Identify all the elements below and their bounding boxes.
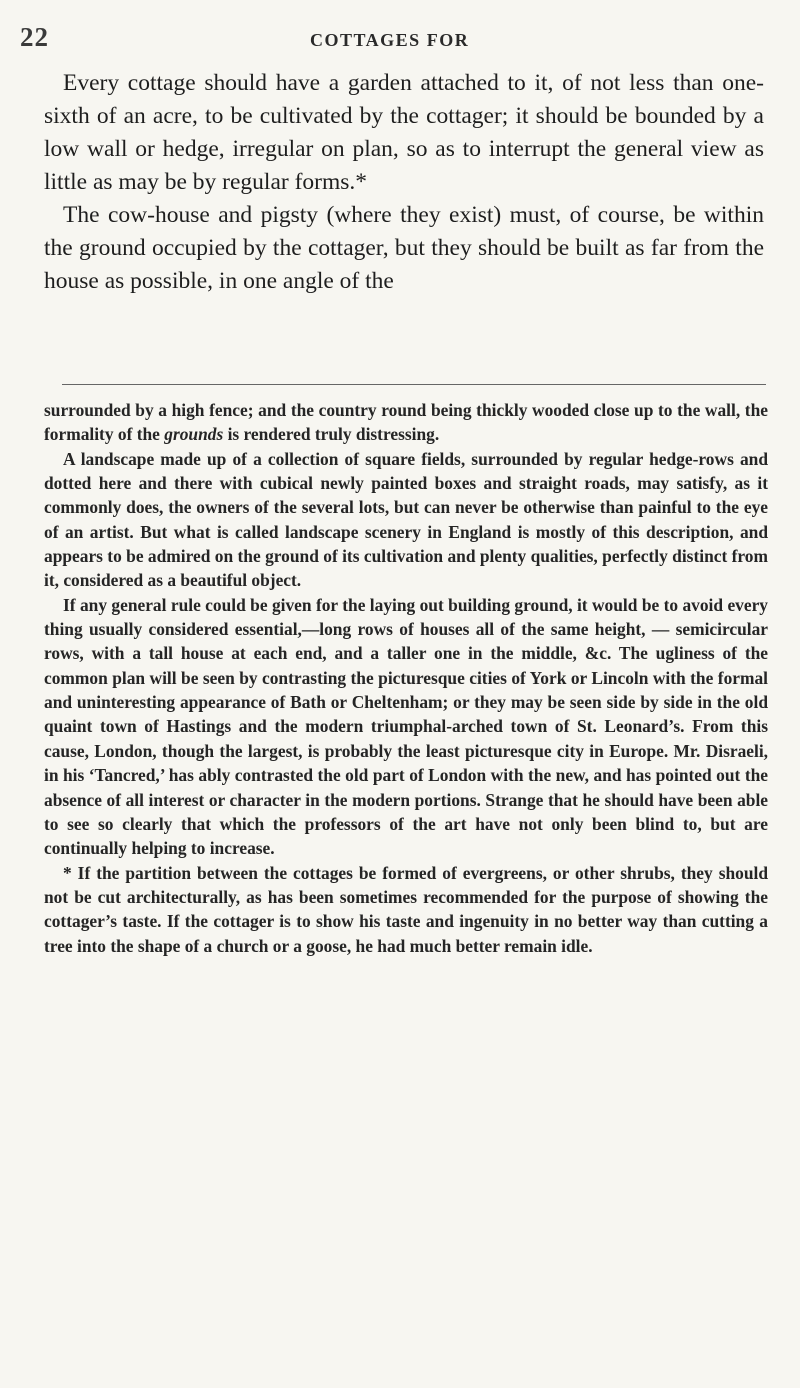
footnote-paragraph: If any general rule could be given for the laying out building ground, it would be to avoid every thing usually considered essential,—long rows of houses all of the same height, — semicircular rows, with a tall house at each end, and a taller one in the middle, &c. The ugliness of the common plan will be seen by contrasting the picturesque cities of York or Lincoln with the formal and uninteresting appearance of Bath or Cheltenham; or they may be seen side by side in the old quaint town of Hastings and the modern triumphal-arched town of St. Leonard’s. From this cause, London, though the largest, is probably the least picturesque city in Europe. Mr. Disraeli, in his ‘Tancred,’ has ably contrasted the old part of London with the new, and has pointed out the absence of all interest or character in the modern portions. Strange that he should have been able to see so clearly that which the professors of the art have not only been blind to, but are continually helping to increase. <box>44 594 768 859</box>
footnote-continuation <box>44 398 768 447</box>
body-paragraph: The cow-house and pigsty (where they exist) must, of course, be within the ground occupied by the cottager, but they should be built as far from the house as possible, in one angle of the <box>44 202 764 294</box>
page-number: 22 <box>20 22 49 52</box>
footnote-divider <box>62 384 766 385</box>
footnote-text: is rendered truly distressing. <box>223 424 440 445</box>
footnote-paragraph: A landscape made up of a collection of square fields, surrounded by regular hedge-rows and dotted here and there with cubical newly painted boxes and straight roads, may satisfy, as it commonly does, the owners of the several lots, but can never be otherwise than painful to the eye of an artist. But what is called landscape scenery in England is mostly of this description, and appears to be admired on the ground of its cultivation and plenty qualities, perfectly distinct from it, considered as a beautiful object. <box>44 448 768 591</box>
running-head: COTTAGES FOR <box>310 30 470 50</box>
main-text <box>44 67 764 298</box>
footnote-text: surrounded by a high fence; and the country round being thickly wooded close up to the wall, the formality of the <box>44 400 768 445</box>
footnote-paragraph: * If the partition between the cottages be formed of evergreens, or other shrubs, they should not be cut architecturally, as has been sometimes recommended for the purpose of showing the cottager’s taste. If the cottager is to show his taste and ingenuity in no better way than cutting a tree into the shape of a church or a goose, he had much better remain idle. <box>44 862 768 956</box>
footnotes <box>44 398 768 958</box>
footnote-emphasis: grounds <box>164 424 224 445</box>
body-paragraph: Every cottage should have a garden attached to it, of not less than one-sixth of an acre, to be cultivated by the cottager; it should be bounded by a low wall or hedge, irregular on plan, so as to interrupt the general view as little as may be by regular forms.* <box>44 70 764 195</box>
